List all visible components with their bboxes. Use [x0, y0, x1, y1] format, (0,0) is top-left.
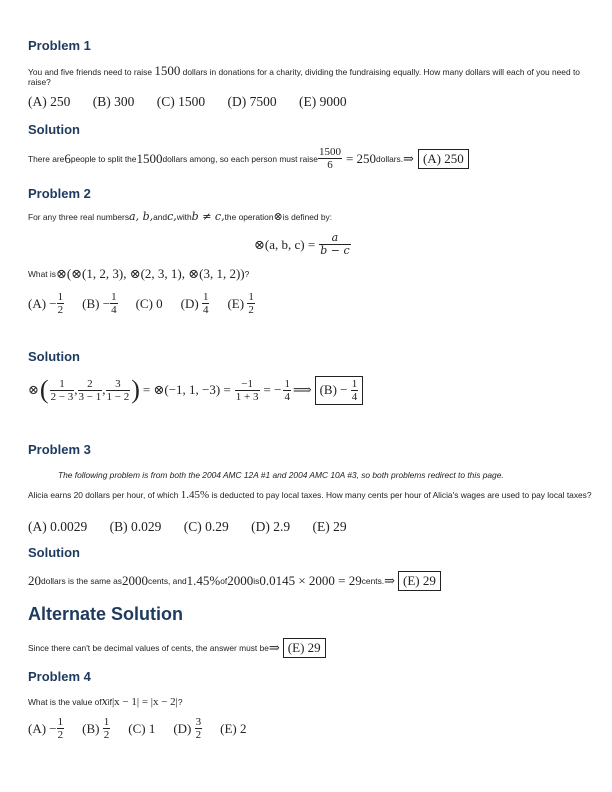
- problem-3-text: Alicia earns 20 dollars per hour, of which 1.45% is deducted to pay local taxes. How many cents per hour of Alicia's wages are used to pay local taxes?: [28, 489, 592, 501]
- choice-c: (C) 1500: [156, 94, 206, 109]
- redirect-note: The following problem is from both the 2004 AMC 12A #1 and 2004 AMC 10A #3, so both problems redirect to this page.: [58, 470, 504, 480]
- choice-b: (B) 0.029: [109, 519, 162, 534]
- answer-box: (E) 29: [398, 571, 441, 591]
- problem-2-choices: (A) − $\frac{1}{2}$ (B) − $\frac{1}{4}$ (C) 0 (D) $\frac{1}{4}$ (E) $\frac{1}{2}$: [28, 291, 254, 316]
- operation-definition: ⊗(a, b, c) = $\frac{a}{b - c}$: [254, 231, 350, 257]
- choice-e: (E) 9000: [299, 94, 347, 109]
- solution-2-math: ⊗ ( $\frac{1}{2 - 3}$ , $\frac{2}{3 - 1}$ , $\frac{3}{1 - 2}$ ) = ⊗(−1, 1, −3) = $\frac{-1}{1 + 3}$ = − $\frac{1}{4}$ ⟹ (B) − $\frac{1}{4}$: [28, 375, 363, 405]
- problem-3-choices: [28, 519, 366, 535]
- choice-e: (E) 29: [312, 519, 347, 534]
- problem-1-choices: [28, 94, 366, 110]
- choice-d: (D) 2.9: [251, 519, 291, 534]
- choice-a: (A) 250: [28, 94, 71, 109]
- fraction: $\frac{1500}{6}$: [318, 146, 341, 171]
- problem-1-text: You and five friends need to raise 1500 dollars in donations for a charity, dividing the fundraising equally. How many dollars will each of you need to raise?: [28, 63, 580, 87]
- solution-1-heading: Solution: [28, 122, 80, 137]
- answer-box: (E) 29: [283, 638, 326, 658]
- choice-b: (B) 300: [92, 94, 135, 109]
- problem-4-text: What is the value of x if |x − 1| = |x − 2| ?: [28, 695, 183, 708]
- problem-2-question: What is ⊗(⊗(1, 2, 3), ⊗(2, 3, 1), ⊗(3, 1, 2)) ?: [28, 266, 250, 281]
- problem-2-text: For any three real numbers a, b, and c, with b ≠ c, the operation ⊗ is defined by:: [28, 210, 333, 223]
- choice-d: (D) 7500: [227, 94, 277, 109]
- answer-box: (A) 250: [418, 149, 469, 169]
- answer-box: (B) − $\frac{1}{4}$: [315, 376, 364, 405]
- solution-3-text: 20 dollars is the same as 2000 cents, and 1.45% of 2000 is 0.0145 × 2000 = 29 cents. ⇒ (E) 29: [28, 571, 441, 591]
- implies-icon: ⟹: [292, 382, 312, 397]
- implies-icon: ⇒: [268, 640, 280, 655]
- problem-2-heading: Problem 2: [28, 186, 91, 201]
- solution-1-text: There are 6 people to split the 1500 dollars among, so each person must raise $\frac{1500}{6}$ = 250 dollars. ⇒ (A) 250: [28, 146, 469, 171]
- implies-icon: ⇒: [384, 573, 395, 588]
- problem-1-heading: Problem 1: [28, 38, 91, 53]
- problem-3-heading: Problem 3: [28, 442, 91, 457]
- alternate-solution-text: Since there can't be decimal values of cents, the answer must be ⇒ (E) 29: [28, 638, 326, 658]
- alternate-solution-heading: Alternate Solution: [28, 604, 184, 624]
- implies-icon: ⇒: [403, 150, 414, 166]
- solution-2-heading: Solution: [28, 349, 80, 364]
- choice-c: (C) 0.29: [183, 519, 229, 534]
- problem-4-heading: Problem 4: [28, 669, 91, 684]
- problem-4-choices: (A) − $\frac{1}{2}$ (B) $\frac{1}{2}$ (C) 1 (D) $\frac{3}{2}$ (E) 2: [28, 716, 247, 741]
- choice-a: (A) 0.0029: [28, 519, 88, 534]
- solution-3-heading: Solution: [28, 545, 80, 560]
